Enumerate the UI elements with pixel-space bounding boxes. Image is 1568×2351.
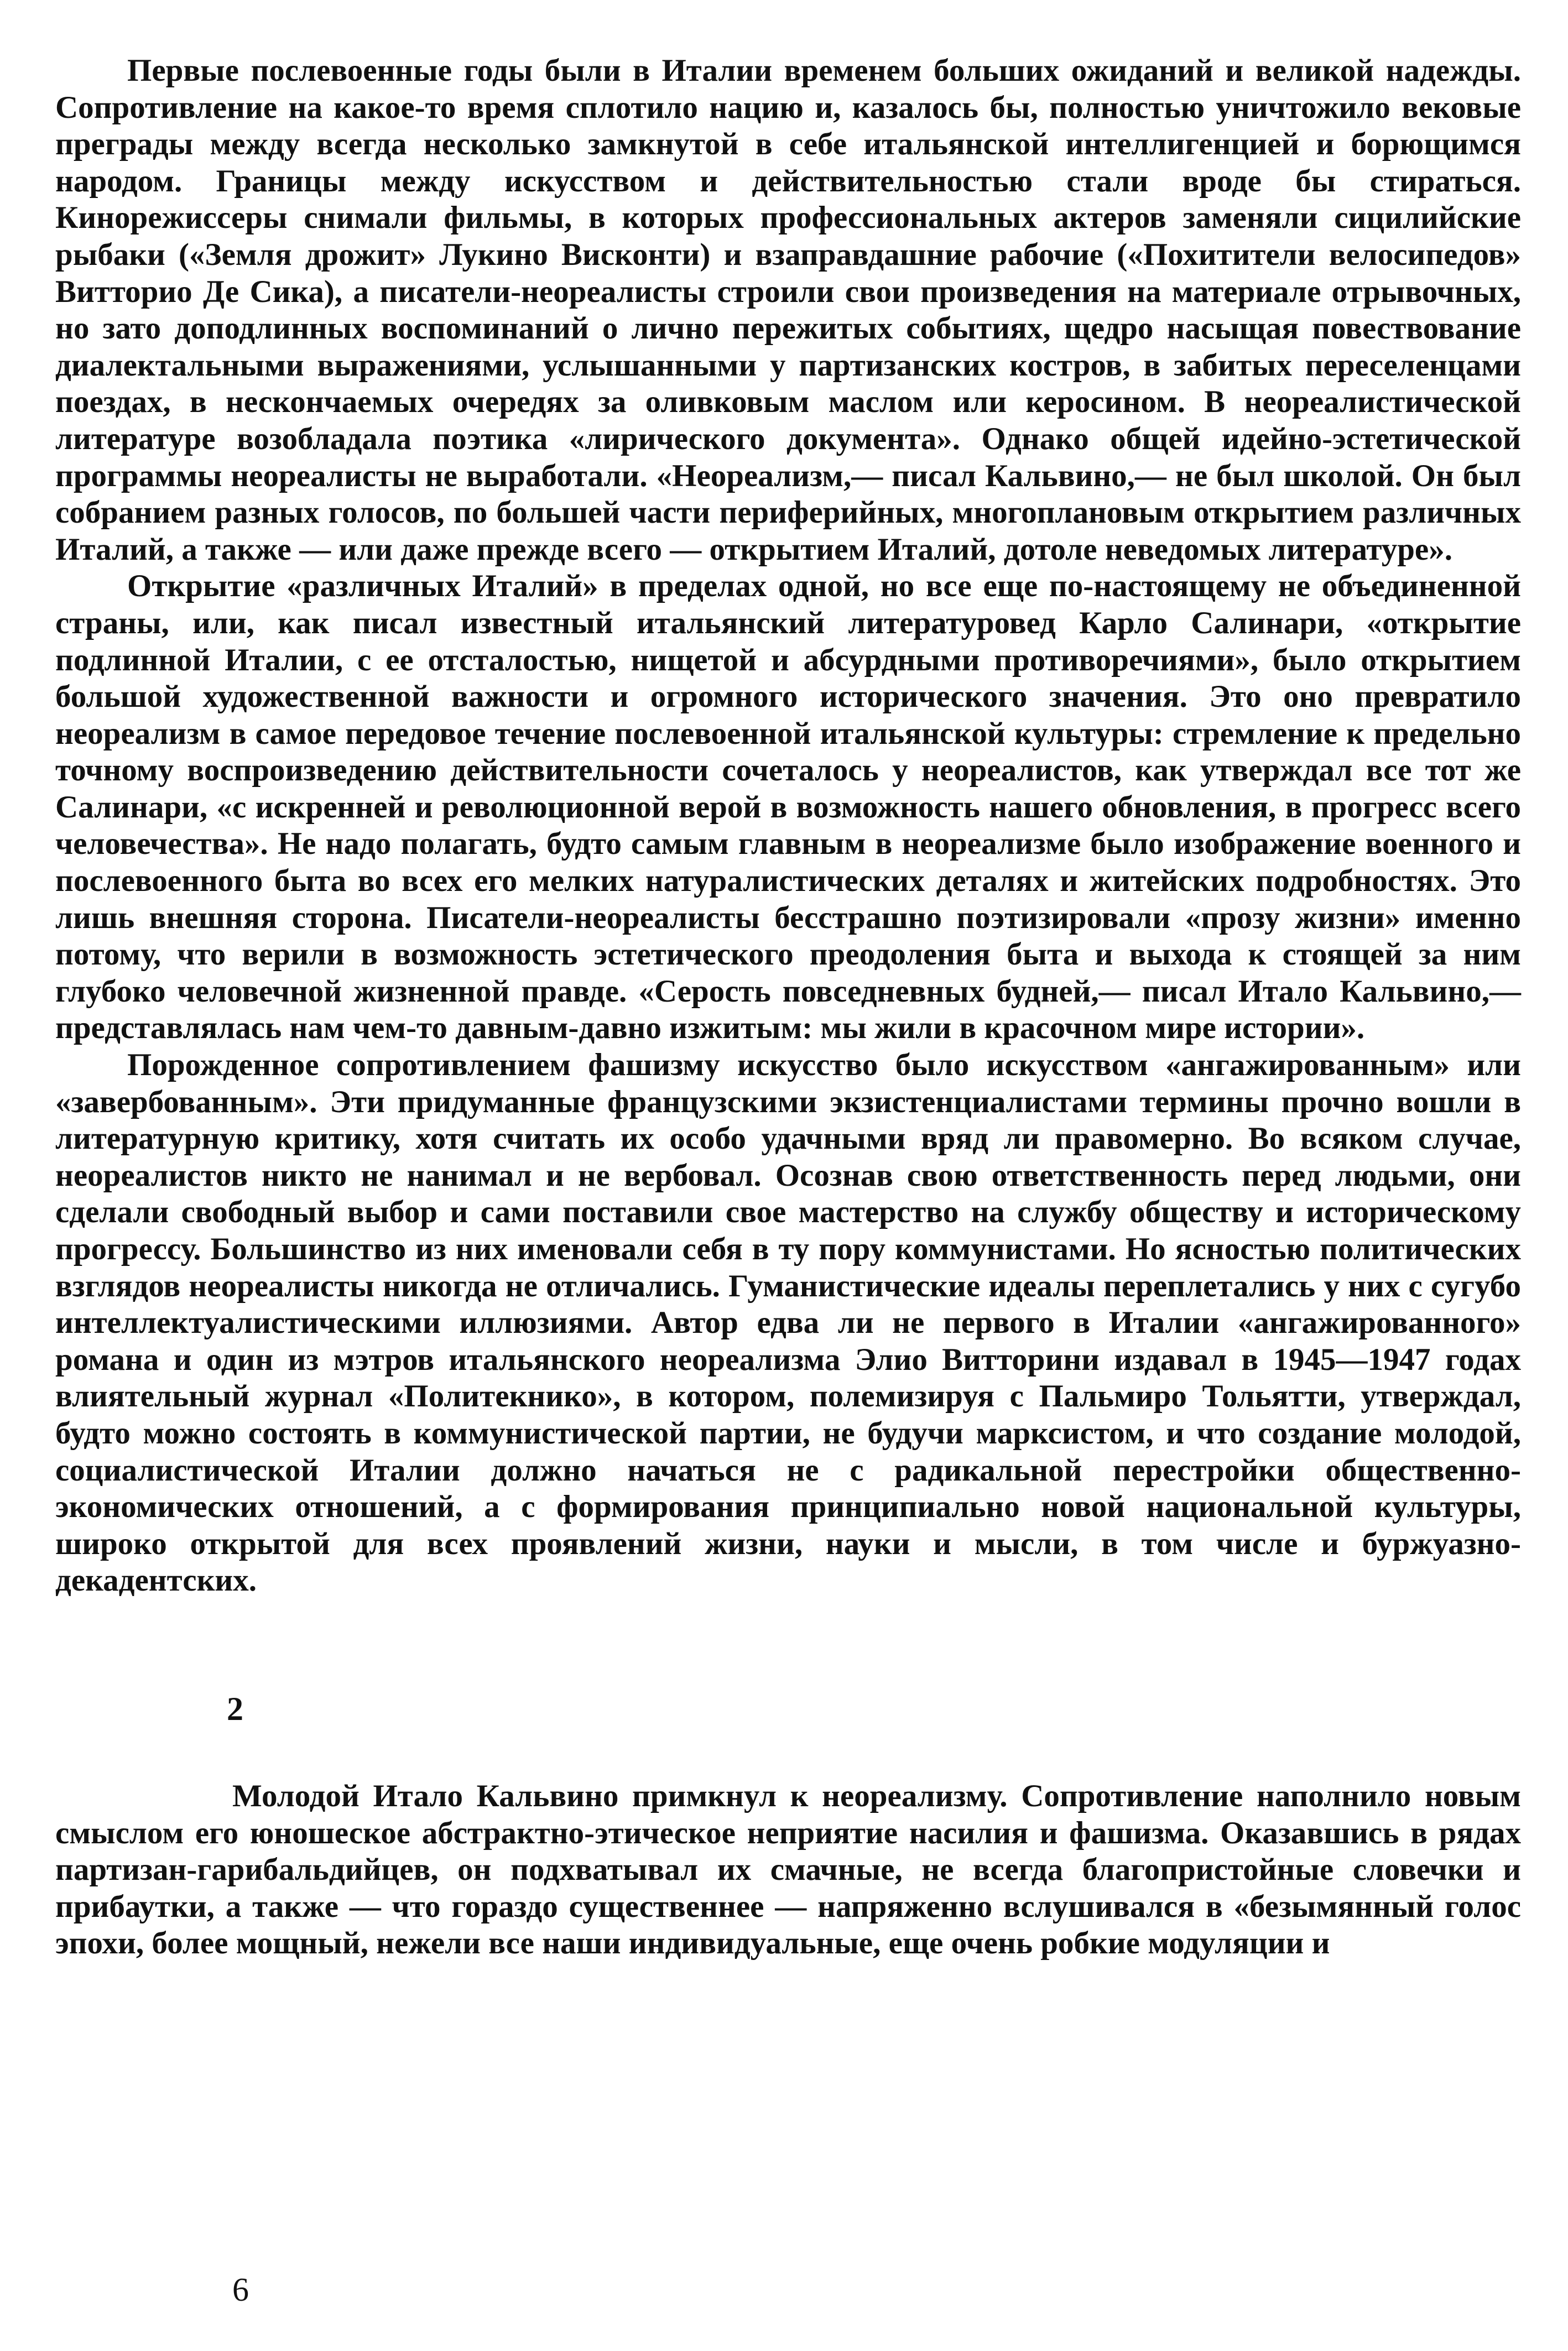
section-text-block: [55, 1778, 1521, 1962]
body-text-block: [55, 53, 1521, 1599]
paragraph: Первые послевоенные годы были в Италии временем больших ожиданий и великой надежды. Сопротивление на какое-то время сплотило нацию и, казалось бы, полностью уничтожило вековые преграды между всегда несколько замкнутой в себе итальянской интеллигенцией и борющимся народом. Границы между искусством и действительностью стали вроде бы стираться. Кинорежиссеры снимали фильмы, в которых профессиональных актеров заменяли сицилийские рыбаки («Земля дрожит» Лукино Висконти) и взаправдашние рабочие («Похитители велосипедов» Витторио Де Сика), а писатели-неореалисты строили свои произведения на материале отрывочных, но зато доподлинных воспоминаний о лично пережитых событиях, щедро насыщая повествование диалектальными выражениями, услышанными у партизанских костров, в забитых переселенцами поездах, в нескончаемых очередях за оливковым маслом или керосином. В неореалистической литературе возобладала поэтика «лирического документа». Однако общей идейно-эстетической программы неореалисты не выработали. «Неореализм,— писал Кальвино,— не был школой. Он был собранием разных голосов, по большей части периферийных, многоплановым открытием различных Италий, а также — или даже прежде всего — открытием Италий, дотоле неведомых литературе».: [55, 53, 1521, 567]
paragraph: Порожденное сопротивлением фашизму искусство было искусством «ангажированным» или «завербованным». Эти придуманные французскими экзистенциалистами термины прочно вошли в литературную критику, хотя считать их особо удачными вряд ли правомерно. Во всяком случае, неореалистов никто не нанимал и не вербовал. Осознав свою ответственность перед людьми, они сделали свободный выбор и сами поставили свое мастерство на службу обществу и историческому прогрессу. Большинство из них именовали себя в ту пору коммунистами. Но ясностью политических взглядов неореалисты никогда не отличались. Гуманистические идеалы переплетались у них с сугубо интеллектуалистическими иллюзиями. Автор едва ли не первого в Италии «ангажированного» романа и один из мэтров итальянского неореализма Элио Витторини издавал в 1945—1947 годах влиятельный журнал «Политекнико», в котором, полемизируя с Пальмиро Тольятти, утверждал, будто можно состоять в коммунистической партии, не будучи марксистом, и что создание молодой, социалистической Италии должно начаться не с радикальной перестройки общественно-экономических отношений, а с формирования принципиально новой национальной культуры, широко открытой для всех проявлений жизни, науки и мысли, в том числе и буржуазно-декадентских.: [55, 1047, 1521, 1598]
paragraph: Открытие «различных Италий» в пределах одной, но все еще по-настоящему не объединенной страны, или, как писал известный итальянский литературовед Карло Салинари, «открытие подлинной Италии, с ее отсталостью, нищетой и абсурдными противоречиями», было открытием большой художественной важности и огромного исторического значения. Это оно превратило неореализм в самое передовое течение послевоенной итальянской культуры: стремление к предельно точному воспроизведению действительности сочеталось у неореалистов, как утверждал все тот же Салинари, «с искренней и революционной верой в возможность нашего обновления, в прогресс всего человечества». Не надо полагать, будто самым главным в неореализме было изображение военного и послевоенного быта во всех его мелких натуралистических деталях и житейских подробностях. Это лишь внешняя сторона. Писатели-неореалисты бесстрашно поэтизировали «прозу жизни» именно потому, что верили в возможность эстетического преодоления быта и выхода к стоящей за ним глубоко человечной жизненной правде. «Серость повседневных будней,— писал Итало Кальвино,— представлялась нам чем-то давным-давно изжитым: мы жили в красочном мире истории».: [55, 569, 1521, 1046]
paragraph: Молодой Итало Кальвино примкнул к неореализму. Сопротивление наполнило новым смыслом его юношеское абстрактно-этическое неприятие насилия и фашизма. Оказавшись в рядах партизан-гарибальдийцев, он подхватывал их смачные, не всегда благопристойные словечки и прибаутки, а также — что гораздо существеннее — напряженно вслушивался в «безымянный голос эпохи, более мощный, нежели все наши индивидуальные, еще очень робкие модуляции и: [55, 1779, 1521, 1961]
page-number: 6: [232, 2271, 249, 2308]
section-number: 2: [227, 1691, 243, 1727]
